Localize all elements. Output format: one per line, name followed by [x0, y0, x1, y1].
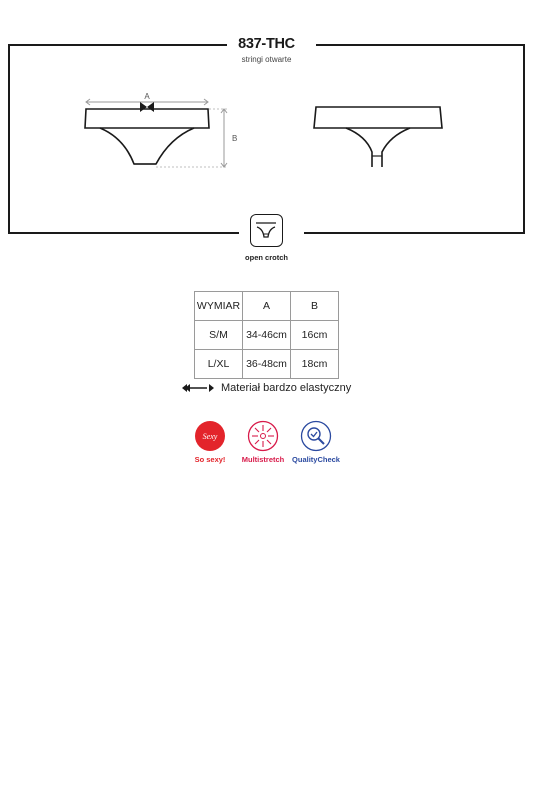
badge-multistretch	[233, 420, 293, 464]
waistband-shape	[85, 109, 209, 128]
leg-openings	[100, 128, 194, 164]
magnifier-check-icon	[300, 420, 332, 452]
header-cell: B	[291, 292, 339, 321]
stretch-note-text: Materiał bardzo elastyczny	[221, 382, 352, 394]
table-cell: L/XL	[195, 350, 243, 379]
svg-text:Sexy: Sexy	[202, 432, 218, 441]
header-cell: WYMIAR	[195, 292, 243, 321]
frame-bottom-left-line	[8, 232, 239, 234]
frame-bottom-right-line	[304, 232, 525, 234]
sexy-lips-icon	[194, 420, 226, 452]
table-cell: 34-46cm	[243, 321, 291, 350]
stretch-arrows-icon	[181, 383, 215, 393]
table-cell: S/M	[195, 321, 243, 350]
table-cell: 16cm	[291, 321, 339, 350]
badge-label: So sexy!	[194, 455, 226, 464]
size-table	[194, 291, 339, 379]
frame-left-line	[8, 44, 10, 234]
dimension-a-label: A	[144, 92, 150, 101]
frame-right-line	[523, 44, 525, 234]
back-view-drawing	[306, 100, 456, 175]
table-cell: 36-48cm	[243, 350, 291, 379]
open-crotch-icon	[250, 214, 283, 247]
badge-label: Multistretch	[241, 455, 285, 464]
product-code: 837-THC	[238, 36, 295, 52]
dimension-b-label: B	[232, 134, 238, 143]
back-waistband-shape	[314, 107, 442, 128]
table-row	[195, 321, 339, 350]
badge-qualitycheck	[286, 420, 346, 464]
product-subtitle: stringi otwarte	[241, 55, 292, 64]
header-cell: A	[243, 292, 291, 321]
badge-so-sexy	[180, 420, 240, 464]
table-cell: 18cm	[291, 350, 339, 379]
stretch-note	[181, 380, 351, 396]
table-row	[195, 350, 339, 379]
table-header-row	[195, 292, 339, 321]
front-view-drawing	[76, 88, 246, 178]
multistretch-icon	[247, 420, 279, 452]
badge-label: QualityCheck	[292, 455, 340, 464]
open-crotch-label: open crotch	[245, 253, 288, 262]
